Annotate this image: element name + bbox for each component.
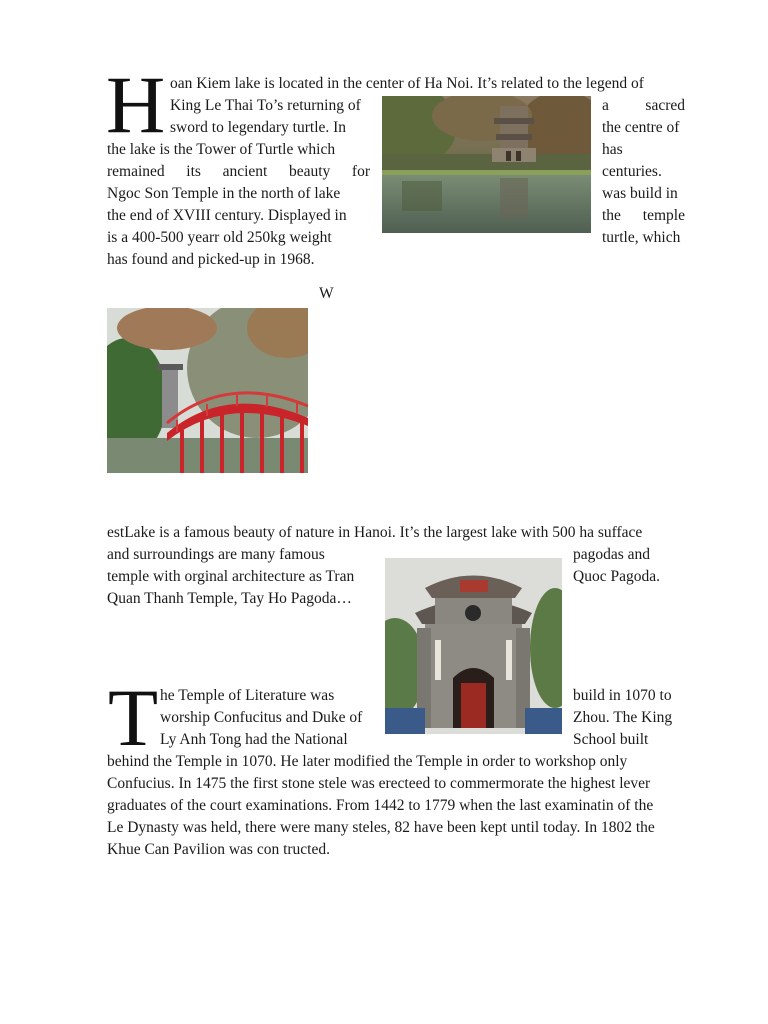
text-line: the centre of bbox=[602, 119, 680, 136]
text-line: remained its ancient beauty for bbox=[107, 163, 370, 180]
text-line: the lake is the Tower of Turtle which bbox=[107, 141, 336, 158]
text-line: Zhou. The King bbox=[573, 709, 673, 726]
dropcap-t: T bbox=[108, 672, 159, 763]
turtle-tower-photo bbox=[382, 96, 591, 233]
text-line: estLake is a famous beauty of nature in Hanoi. It’s the largest lake with 500 ha sufface bbox=[107, 524, 643, 541]
text-line: Le Dynasty was held, there were many steles, 82 have been kept until today. In 1802 the bbox=[107, 819, 655, 836]
text-line: was build in bbox=[602, 185, 678, 202]
text-line: he Temple of Literature was bbox=[160, 687, 335, 704]
text-line: Ly Anh Tong had the National bbox=[160, 731, 348, 748]
text-line: a sacred bbox=[602, 97, 685, 114]
text-line: is a 400-500 yearr old 250kg weight bbox=[107, 229, 332, 246]
red-bridge-photo bbox=[107, 308, 308, 473]
text-line: temple with orginal architecture as Tran bbox=[107, 568, 355, 585]
text-line: has found and picked-up in 1968. bbox=[107, 251, 315, 268]
text-line: worship Confucitus and Duke of bbox=[160, 709, 363, 726]
text-line: graduates of the court examinations. From 1442 to 1779 when the last examinatin of the bbox=[107, 797, 654, 814]
text-line: the end of XVIII century. Displayed in bbox=[107, 207, 347, 224]
dropcap-h: H bbox=[106, 59, 166, 150]
text-line: Quoc Pagoda. bbox=[573, 568, 660, 585]
text-line: School built bbox=[573, 731, 649, 748]
text-line: Confucius. In 1475 the first stone stele was erecteed to commermorate the highest lever bbox=[107, 775, 651, 792]
text-line: Quan Thanh Temple, Tay Ho Pagoda… bbox=[107, 590, 352, 607]
text-line: sword to legendary turtle. In bbox=[170, 119, 347, 136]
text-line: and surroundings are many famous bbox=[107, 546, 325, 563]
text-line: centuries. bbox=[602, 163, 662, 180]
text-line: Ngoc Son Temple in the north of lake bbox=[107, 185, 341, 202]
temple-gate-photo bbox=[385, 558, 562, 734]
text-line: Khue Can Pavilion was con tructed. bbox=[107, 841, 330, 858]
text-line: oan Kiem lake is located in the center of Ha Noi. It’s related to the legend of bbox=[170, 75, 644, 92]
text-line: King Le Thai To’s returning of bbox=[170, 97, 361, 114]
text-line: behind the Temple in 1070. He later modified the Temple in order to workshop only bbox=[107, 753, 628, 770]
text-line: has bbox=[602, 141, 623, 158]
text-line: turtle, which bbox=[602, 229, 681, 246]
text-line: pagodas and bbox=[573, 546, 651, 563]
text-line: the temple bbox=[602, 207, 685, 224]
text-line: build in 1070 to bbox=[573, 687, 672, 704]
dropcap-w: W bbox=[319, 285, 334, 302]
